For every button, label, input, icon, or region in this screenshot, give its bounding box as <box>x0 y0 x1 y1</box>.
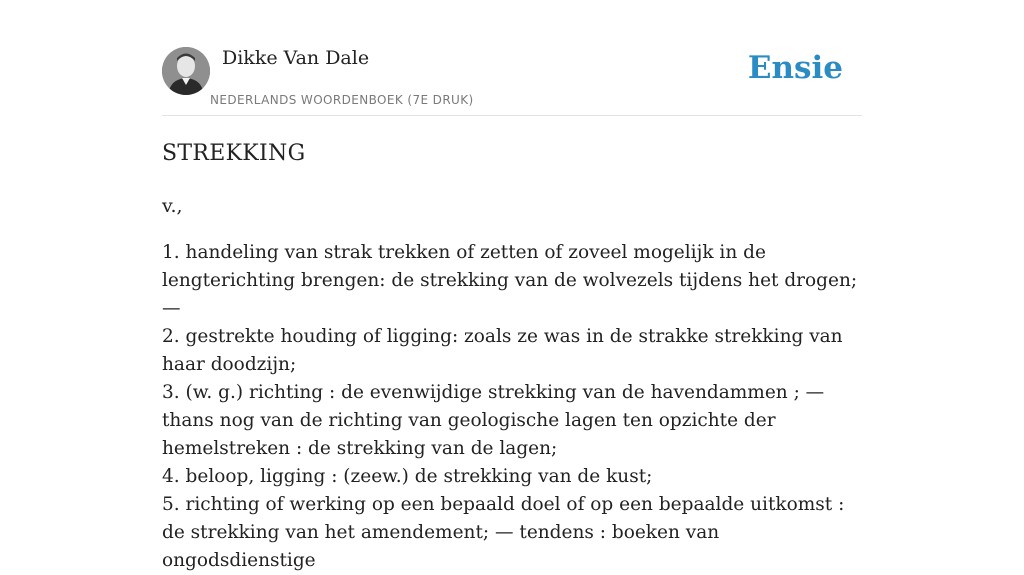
ensie-logo-link[interactable]: Ensie <box>747 50 843 86</box>
definition-item: 1. handeling van strak trekken of zetten of zoveel mogelijk in de lengterichting brengen: de strekking van de wolvezels tijdens het drogen; — <box>162 242 858 319</box>
definition-item: 4. beloop, ligging : (zeew.) de strekking van de kust; <box>162 466 653 487</box>
definition-item: 5. richting of werking op een bepaald doel of op een bepaalde uitkomst : de strekking van het amendement; — tendens : boeken van ongodsdienstige <box>162 494 845 571</box>
definition-item: 2. gestrekte houding of ligging: zoals ze was in de strakke strekking van haar doodzijn; <box>162 326 843 375</box>
author-name[interactable]: Dikke Van Dale <box>222 47 370 69</box>
entry-header <box>162 44 862 116</box>
portrait-image <box>162 47 210 95</box>
definition-list <box>162 239 862 575</box>
entry-term: STREKKING <box>162 141 306 166</box>
grammar-label: v., <box>162 195 183 217</box>
definition-item: 3. (w. g.) richting : de evenwijdige strekking van de havendammen ; — thans nog van de richting van geologische lagen ten opzichte der hemelstreken : de strekking van de lagen; <box>162 382 825 459</box>
source-dictionary: NEDERLANDS WOORDENBOEK (7E DRUK) <box>210 93 474 107</box>
author-avatar[interactable] <box>162 47 210 95</box>
